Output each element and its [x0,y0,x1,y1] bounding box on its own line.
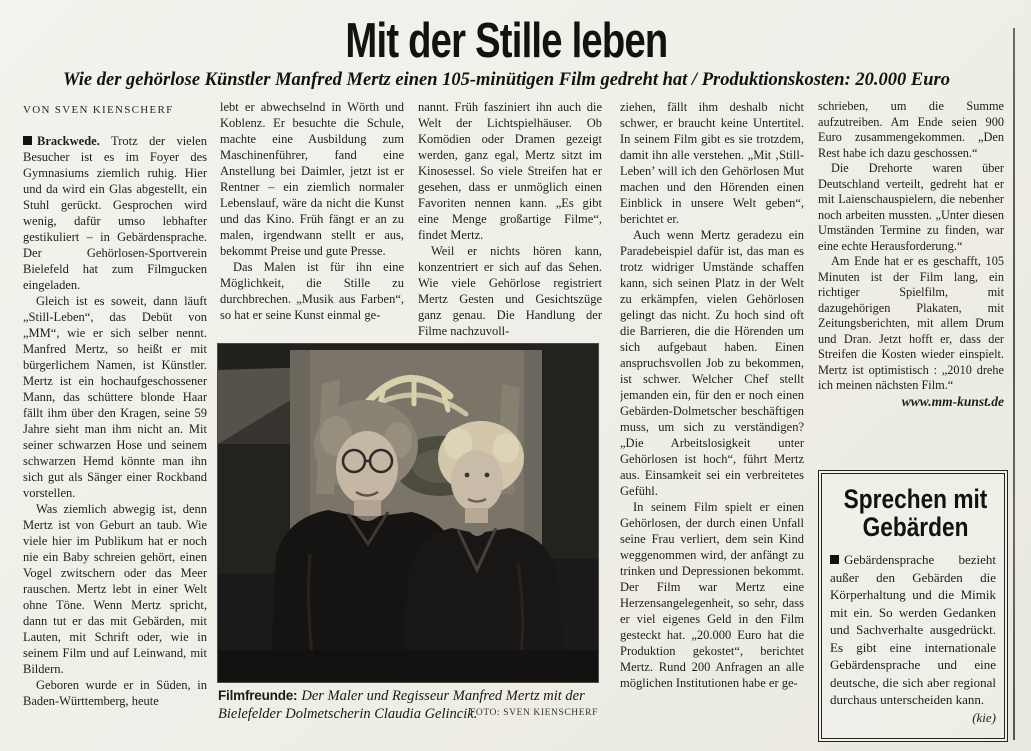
paragraph: ziehen, fällt ihm deshalb nicht schwer, er braucht keine Untertitel. In seinem Film gibt es sie trotzdem, damit ihn alle verstehen. „Mit ‚Still-Leben’ will ich den Gehörlosen Mut machen und den Hörenden einen Einblick in unsere Welt geben“, berichtet er. [620,100,804,226]
paragraph-text: Trotz der vielen Besucher ist es im Foyer des Gymnasiums ziemlich ruhig. Hier und da wird ein Glas abgestellt, ein Stuhl gerückt. Gesprochen wird wenig, dafür umso lebhafter gestikuliert – in Gebärdensprache. Der Gehörlosen-Sportverein Bielefeld hat zum Filmgucken eingeladen. [23,134,207,292]
photo-illustration [218,344,598,682]
bullet-square-icon [23,136,32,145]
website-url: www.mm-kunst.de [901,393,1004,409]
paragraph: Auch wenn Mertz geradezu ein Paradebeispiel dafür ist, das man es trotz widriger Umstände schaffen kann, sich seinen Platz in der Welt zu erkämpfen, vielen Gehörlosen gelingt das nicht. Zu hoch sind oft die Barrieren, die die Hörenden um sich aufgebaut haben. Einen anspruchsvollen Job zu bekommen, ist schwer. Welcher Chef stellt jemanden ein, für den er noch einen Gebärden-Dolmetscher beschäftigen muss, um sich zu verständigen? „Die Arbeitslosigkeit unter Gehörlosen ist hoch“, führt Mertz aus. Einsamkeit sei ein verbreitetes Gefühl. [620,228,804,498]
caption-text: Der Maler und Regisseur Manfred Mertz mit der Bielefelder Dolmetscherin Claudia Gelincik. [218,688,585,722]
article-column-3 [418,99,602,345]
paragraph: nannt. Früh fasziniert ihn auch die Welt der Lichtspielhäuser. Ob Komödien oder Dramen gezeigt werden, ganz egal, Mertz sitzt im Kinosessel. So viele Streifen hat er gesehen, dass er unmöglich einen Favoriten nennen kann. „Es gibt eine Menge großartige Filme“, findet Mertz. [418,100,602,242]
article-column-2 [220,99,404,345]
article-byline: VON SVEN KIENSCHERF [23,104,174,116]
paragraph: Die Drehorte waren über Deutschland verteilt, gedreht hat er mit Laienschauspielern, die nebenher noch arbeiten mussten. „Unter diesen Umständen Termine zu finden, war eine echte Herausforderung.“ [818,161,1004,253]
column-rule-divider [1013,28,1015,740]
photo-credit: FOTO: SVEN KIENSCHERF [469,707,598,718]
paragraph: Gleich ist es soweit, dann läuft „Still-Leben“, das Debüt von „MM“, wie er sich selber nennt. Manfred Mertz, so heißt er mit bürgerlichem Namen, ist Künstler. Mertz ist ein hochaufgeschossener Mann, das schüttere blonde Haar fällt ihm über den Kragen, seine 59 Jahre sieht man ihm nicht an. Mit seiner schwarzen Hose und seinem schwarzen Hemd könnte man ihn sich gut als Sänger einer Rockband vorstellen. [23,294,207,500]
article-photo [218,344,598,682]
article-column-4 [620,99,804,731]
paragraph: schrieben, um die Summe aufzutreiben. Am Ende seien 900 Euro zusammengekommen. „Den Rest habe ich dazu geschossen.“ [818,99,1004,160]
article-subheadline: Wie der gehörlose Künstler Manfred Mertz einen 105-minütigen Film gedreht hat / Produktionskosten: 20.000 Euro [63,70,950,90]
paragraph: In seinem Film spielt er einen Gehörlosen, der durch einen Unfall seine Frau verliert, dem sein Kind weggenommen wird, der anfängt zu trinken und Depressionen bekommt. Der Film war Mertz eine Herzensangelegenheit, so sehr, dass er viel eigenes Geld in den Film gesteckt hat. „20.000 Euro hat die Produktion gekostet“, berichtet Mertz. Rund 200 Anfragen an alle möglichen Institutionen habe er ge- [620,500,804,690]
paragraph: Weil er nichts hören kann, konzentriert er sich auf das Sehen. Wie viele Gehörlose registriert Mertz Gesten und Gesichtszüge ganz genau. Die Handlung der Filme nachzuvoll- [418,244,602,338]
paragraph: Was ziemlich abwegig ist, denn Mertz ist von Geburt an taub. Wie viele hier im Publikum hat er noch nie ein Baby schreien gehört, einen Vogel zwitschern oder das Meer rauschen. Mertz lebt in einer Welt ohne Töne. Wenn Mertz spricht, dann tut er das mit Gebärden, mit Lauten, mit Schrift oder, wie in seinem Film und auf Leinwand, mit Bildern. [23,502,207,676]
infobox-title [830,485,996,541]
infobox-title-text: Sprechen mit Gebärden [843,484,988,542]
dateline: Brackwede. [37,134,100,148]
paragraph: Das Malen ist für ihn eine Möglichkeit, die Stille zu durchbrechen. „Musik aus Farben“, so hat er seine Kunst einmal ge- [220,260,404,322]
article-column-1 [23,133,207,713]
bullet-square-icon [830,555,839,564]
infobox-body [830,551,996,725]
paragraph: lebt er abwechselnd in Wörth und Koblenz. Er besuchte die Schule, machte eine Ausbildung zum Maschinenführer, fand eine Anstellung bei Daimler, jetzt ist er Rentner – ein ziemlich normaler Lebenslauf, wäre da nicht die Kunst und das Kino. Früh fängt er an zu malen, irgendwann stellt er aus, bekommt Preise und gute Presse. [220,100,404,258]
infobox-text: Gebärdensprache bezieht außer den Gebärden die Körperhaltung und die Mimik mit ein. So werden Gedanken und Sachverhalte ausgedrückt. Es gibt eine internationale Gebärdensprache und eine deutsche, die sich aber regional durchaus unterscheiden kann. [830,552,996,707]
infobox-sign-language [818,470,1008,742]
paragraph [23,133,207,293]
caption-lead: Filmfreunde: [218,688,298,703]
paragraph: Am Ende hat er es geschafft, 105 Minuten ist der Film lang, ein richtiger Spielfilm, mit dazugehörigen Plakaten, mit Zeitungsberichten, mit allem Drum und Dran. Jetzt hofft er, dass der Streifen die Kosten wieder einspielt. Mertz ist optimistisch : „2010 drehe ich meinen nächsten Film.“ [818,254,1004,392]
author-abbreviation: (kie) [972,709,996,725]
article-headline [0,16,1013,66]
article-column-5 [818,99,1004,467]
article-headline-text: Mit der Stille leben [345,14,668,68]
photo-caption [218,687,598,723]
paragraph: Geboren wurde er in Süden, in Baden-Württemberg, heute [23,678,207,708]
